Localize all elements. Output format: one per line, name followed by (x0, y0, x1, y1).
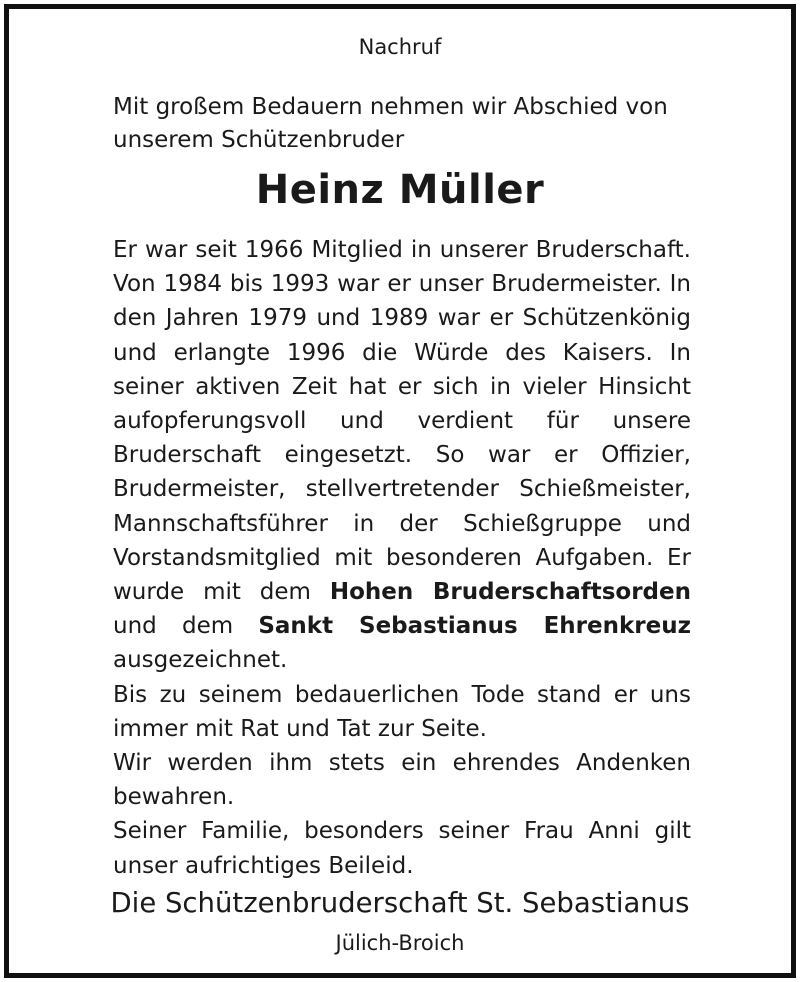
place-name: Jülich-Broich (335, 931, 465, 955)
paragraph-memory: Wir werden ihm stets ein ehrendes Andenken bewahren. (113, 750, 691, 811)
award-order: Hohen Bruderschaftsorden (329, 579, 691, 606)
paragraph-condolence: Seiner Familie, besonders seiner Frau Anni gilt unser aufrichtiges Beileid. (113, 818, 691, 879)
obituary-frame (4, 4, 796, 978)
paragraph-membership-end: ausgezeichnet. (113, 647, 288, 674)
deceased-name: Heinz Müller (255, 167, 545, 213)
obituary-body (113, 233, 691, 883)
award-cross: Sankt Sebastianus Ehrenkreuz (258, 613, 691, 640)
intro-text: Mit großem Bedauern nehmen wir Abschied von unserem Schützenbruder (113, 94, 668, 153)
paragraph-membership (113, 233, 691, 678)
signature: Die Schützenbruderschaft St. Sebastianus (110, 887, 690, 919)
award-connector: und dem (113, 613, 234, 640)
paragraph-support: Bis zu seinem bedauerlichen Tode stand er uns immer mit Rat und Tat zur Seite. (113, 681, 691, 742)
notice-heading: Nachruf (358, 35, 442, 59)
paragraph-membership-text: Er war seit 1966 Mitglied in unserer Bruderschaft. Von 1984 bis 1993 war er unser Brudermeister. In den Jahren 1979 und 1989 war er Schützenkönig und erlangte 1996 die Würde des Kaisers. In seiner aktiven Zeit hat er sich in vieler Hinsicht aufopferungsvoll und verdient für unsere Bruderschaft eingesetzt. So war er Offizier, Brudermeister, stellvertretender Schießmeister, Mannschaftsführer in der Schießgruppe und Vorstandsmitglied mit besonderen Aufgaben. Er wurde mit dem (113, 237, 691, 606)
